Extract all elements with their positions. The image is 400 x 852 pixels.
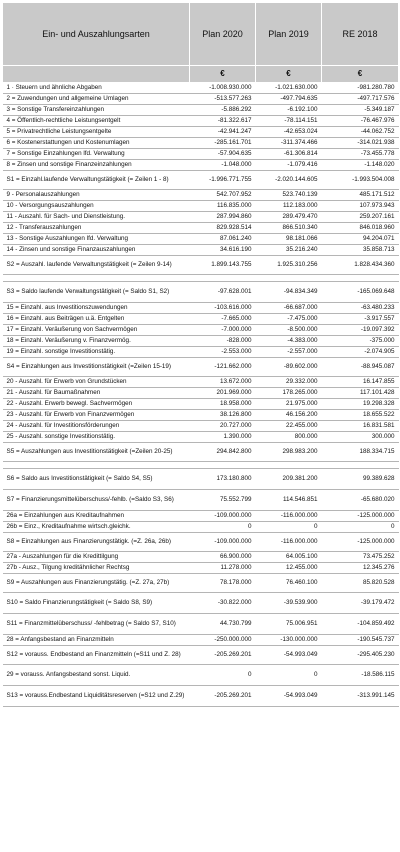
value-plan-2019: 800.000 (256, 432, 322, 443)
spacer-row (3, 275, 399, 282)
value-plan-2019: 75.006.951 (256, 614, 322, 635)
value-plan-2019: 64.005.100 (256, 552, 322, 563)
row-label: 27b - Ausz., Tilgung kreditähnlicher Rechtsg (3, 563, 190, 574)
value-plan-2019: -78.114.151 (256, 116, 322, 127)
table-row (3, 245, 399, 256)
row-label: 17 = Einzahl. Veräußerung von Sachvermögen (3, 325, 190, 336)
row-label: 24 - Auszahl. für Investitionsförderungen (3, 421, 190, 432)
value-plan-2020: -42.941.247 (190, 127, 256, 138)
row-label (3, 275, 190, 282)
row-label: 10 - Versorgungsauszahlungen (3, 201, 190, 212)
value-re-2018: -18.586.115 (322, 665, 399, 686)
value-re-2018: 12.345.276 (322, 563, 399, 574)
table-row (3, 574, 399, 593)
value-plan-2020: 201.969.000 (190, 388, 256, 399)
row-label: S4 = Einzahlungen aus Investitionstätigkeit (=Zeilen 15-19) (3, 358, 190, 377)
value-re-2018: -19.097.392 (322, 325, 399, 336)
value-re-2018: -88.945.087 (322, 358, 399, 377)
value-re-2018: -375.000 (322, 336, 399, 347)
row-label: S2 = Auszahl. laufende Verwaltungstätigkeit (= Zeilen 9-14) (3, 256, 190, 275)
value-plan-2020: -205.269.201 (190, 686, 256, 707)
value-plan-2020: -7.000.000 (190, 325, 256, 336)
value-plan-2020: 87.061.240 (190, 234, 256, 245)
value-plan-2020: -828.000 (190, 336, 256, 347)
value-plan-2020: 38.126.800 (190, 410, 256, 421)
finance-plan-page (0, 2, 400, 852)
row-label: 28 = Anfangsbestand an Finanzmitteln (3, 635, 190, 646)
value-plan-2019: -1.021.630.000 (256, 83, 322, 94)
value-plan-2019: 298.983.200 (256, 443, 322, 462)
row-label: 3 = Sonstige Transfereinzahlungen (3, 105, 190, 116)
value-plan-2019: 114.546.851 (256, 490, 322, 511)
value-plan-2019: 209.381.200 (256, 469, 322, 490)
table-row (3, 83, 399, 94)
value-plan-2020: -1.008.930.000 (190, 83, 256, 94)
value-re-2018: 1.828.434.360 (322, 256, 399, 275)
value-plan-2020: 294.842.800 (190, 443, 256, 462)
value-plan-2020: -81.322.617 (190, 116, 256, 127)
table-row (3, 646, 399, 665)
value-re-2018: 94.204.071 (322, 234, 399, 245)
value-re-2018: -2.074.905 (322, 347, 399, 358)
value-plan-2019: -4.383.000 (256, 336, 322, 347)
value-plan-2020: 829.928.514 (190, 223, 256, 234)
value-plan-2019: 76.460.100 (256, 574, 322, 593)
value-re-2018: -44.062.752 (322, 127, 399, 138)
header-plan-2019: Plan 2019 (256, 3, 322, 66)
value-plan-2019: -1.079.416 (256, 160, 322, 171)
row-label: S9 = Auszahlungen aus Finanzierungstätig. (=Z. 27a, 27b) (3, 574, 190, 593)
row-label: 6 = Kostenerstattungen und Kostenumlagen (3, 138, 190, 149)
value-plan-2020 (190, 462, 256, 469)
table-row (3, 94, 399, 105)
row-label: S12 = vorauss. Endbestand an Finanzmitteln (=S11 und Z. 28) (3, 646, 190, 665)
value-plan-2019: 289.479.470 (256, 212, 322, 223)
row-label (3, 462, 190, 469)
row-label: 2 = Zuwendungen und allgemeine Umlagen (3, 94, 190, 105)
table-row (3, 138, 399, 149)
value-plan-2020: -1.996.771.755 (190, 171, 256, 190)
row-label: S10 = Saldo Finanzierungstätigkeit (= Saldo S8, S9) (3, 593, 190, 614)
row-label: 15 = Einzahl. aus Investitionszuwendungen (3, 303, 190, 314)
value-re-2018: -981.280.780 (322, 83, 399, 94)
value-plan-2019: -39.539.900 (256, 593, 322, 614)
table-row (3, 421, 399, 432)
value-re-2018: -497.717.576 (322, 94, 399, 105)
value-re-2018: 300.000 (322, 432, 399, 443)
value-plan-2020: -250.000.000 (190, 635, 256, 646)
table-row (3, 686, 399, 707)
value-plan-2020: -57.904.635 (190, 149, 256, 160)
row-label: 20 - Auszahl. für Erwerb von Grundstücken (3, 377, 190, 388)
row-label: S1 = Einzahl.laufende Verwaltungstätigkeit (= Zeilen 1 - 8) (3, 171, 190, 190)
table-row (3, 160, 399, 171)
value-plan-2019: -6.192.100 (256, 105, 322, 116)
spacer-row (3, 462, 399, 469)
table-row (3, 303, 399, 314)
table-row (3, 190, 399, 201)
value-plan-2020: 78.178.000 (190, 574, 256, 593)
value-plan-2019: -61.306.814 (256, 149, 322, 160)
value-plan-2020: 44.730.799 (190, 614, 256, 635)
table-row (3, 552, 399, 563)
value-plan-2020: 1.390.000 (190, 432, 256, 443)
value-plan-2020: 20.727.000 (190, 421, 256, 432)
value-plan-2020: 66.900.000 (190, 552, 256, 563)
value-re-2018: -295.405.230 (322, 646, 399, 665)
value-plan-2019: -54.993.049 (256, 646, 322, 665)
value-plan-2020: -205.269.201 (190, 646, 256, 665)
value-re-2018: -63.480.233 (322, 303, 399, 314)
table-row (3, 314, 399, 325)
value-plan-2020: -7.665.000 (190, 314, 256, 325)
unit-re-2018: € (322, 66, 399, 83)
row-label: 21 - Auszahl. für Baumaßnahmen (3, 388, 190, 399)
row-label: 26b = Einz., Kreditaufnahme wirtsch.gleichk. (3, 522, 190, 533)
value-plan-2019: -311.374.466 (256, 138, 322, 149)
value-plan-2020: -285.161.701 (190, 138, 256, 149)
value-plan-2019: -497.794.635 (256, 94, 322, 105)
value-re-2018 (322, 275, 399, 282)
value-plan-2019: -116.000.000 (256, 511, 322, 522)
table-row (3, 282, 399, 303)
header-plan-2020: Plan 2020 (190, 3, 256, 66)
table-row (3, 563, 399, 574)
table-row (3, 116, 399, 127)
table-row (3, 325, 399, 336)
table-row (3, 665, 399, 686)
value-re-2018: 73.475.252 (322, 552, 399, 563)
value-re-2018: 846.018.960 (322, 223, 399, 234)
value-plan-2020: 0 (190, 665, 256, 686)
value-plan-2019: 29.332.000 (256, 377, 322, 388)
value-plan-2020: -1.048.000 (190, 160, 256, 171)
header-re-2018: RE 2018 (322, 3, 399, 66)
value-re-2018: -125.000.000 (322, 511, 399, 522)
value-re-2018: -125.000.000 (322, 533, 399, 552)
row-label: 16 = Einzahl. aus Beiträgen u.ä. Entgelten (3, 314, 190, 325)
value-plan-2020: 116.835.000 (190, 201, 256, 212)
value-re-2018: 85.820.528 (322, 574, 399, 593)
value-re-2018: -5.349.187 (322, 105, 399, 116)
table-row (3, 533, 399, 552)
value-re-2018 (322, 462, 399, 469)
value-re-2018: -165.069.648 (322, 282, 399, 303)
value-plan-2019: -8.500.000 (256, 325, 322, 336)
value-plan-2019: -7.475.000 (256, 314, 322, 325)
value-plan-2020: -103.616.000 (190, 303, 256, 314)
row-label: S7 = Finanzierungsmittelüberschuss/-fehlb. (=Saldo S3, S6) (3, 490, 190, 511)
value-plan-2020: 18.958.000 (190, 399, 256, 410)
table-row (3, 469, 399, 490)
table-row (3, 522, 399, 533)
value-re-2018: -76.467.976 (322, 116, 399, 127)
value-plan-2019: 178.265.000 (256, 388, 322, 399)
table-row (3, 593, 399, 614)
row-label: 18 = Einzahl. Veräußerung v. Finanzvermög. (3, 336, 190, 347)
value-plan-2020 (190, 275, 256, 282)
value-plan-2020: -30.822.000 (190, 593, 256, 614)
value-plan-2019: -2.557.000 (256, 347, 322, 358)
row-label: 11 - Auszahl. für Sach- und Dienstleistung. (3, 212, 190, 223)
value-re-2018: -73.455.778 (322, 149, 399, 160)
header-category: Ein- und Auszahlungsarten (3, 3, 190, 66)
value-re-2018: 485.171.512 (322, 190, 399, 201)
value-plan-2019: 35.216.240 (256, 245, 322, 256)
row-label: S13 = vorauss.Endbestand Liquiditätsreserven (=S12 und Z.29) (3, 686, 190, 707)
table-row (3, 336, 399, 347)
row-label: 13 - Sonstige Auszahlungen lfd. Verwaltung (3, 234, 190, 245)
table-row (3, 377, 399, 388)
value-plan-2020: 542.707.952 (190, 190, 256, 201)
table-row (3, 614, 399, 635)
row-label: 9 - Personalauszahlungen (3, 190, 190, 201)
value-plan-2019: 112.183.000 (256, 201, 322, 212)
table-row (3, 388, 399, 399)
value-plan-2020: -513.577.263 (190, 94, 256, 105)
value-re-2018: 0 (322, 522, 399, 533)
row-label: S8 = Einzahlungen aus Finanzierungstätigk. (=Z. 26a, 26b) (3, 533, 190, 552)
row-label: 26a = Einzahlungen aus Kreditaufnahmen (3, 511, 190, 522)
value-re-2018: 35.858.713 (322, 245, 399, 256)
unit-label (3, 66, 190, 83)
value-re-2018: 259.207.161 (322, 212, 399, 223)
row-label: 5 = Privatrechtliche Leistungsentgelte (3, 127, 190, 138)
value-plan-2019: 0 (256, 665, 322, 686)
row-label: S11 = Finanzmittelüberschuss/ -fehlbetrag (= Saldo S7, S10) (3, 614, 190, 635)
value-plan-2019: 12.455.000 (256, 563, 322, 574)
value-re-2018: -39.179.472 (322, 593, 399, 614)
value-re-2018: 117.101.428 (322, 388, 399, 399)
row-label: 12 - Transferauszahlungen (3, 223, 190, 234)
value-plan-2019: 98.181.066 (256, 234, 322, 245)
table-body (3, 83, 399, 707)
row-label: 29 = vorauss. Anfangsbestand sonst. Liquid. (3, 665, 190, 686)
row-label: S3 = Saldo laufende Verwaltungstätigkeit (= Saldo S1, S2) (3, 282, 190, 303)
value-plan-2020: -5.886.292 (190, 105, 256, 116)
value-re-2018: -104.859.492 (322, 614, 399, 635)
table-row (3, 635, 399, 646)
row-label: 27a - Auszahlungen für die Kredittilgung (3, 552, 190, 563)
table-row (3, 490, 399, 511)
value-plan-2019 (256, 275, 322, 282)
value-re-2018: -190.545.737 (322, 635, 399, 646)
table-row (3, 410, 399, 421)
value-plan-2019: 1.925.310.256 (256, 256, 322, 275)
value-re-2018: 19.298.328 (322, 399, 399, 410)
value-plan-2020: -121.662.000 (190, 358, 256, 377)
value-plan-2020: 11.278.000 (190, 563, 256, 574)
table-row (3, 223, 399, 234)
table-row (3, 234, 399, 245)
value-plan-2020: -97.628.001 (190, 282, 256, 303)
row-label: 7 = Sonstige Einzahlungen lfd. Verwaltung (3, 149, 190, 160)
value-re-2018: 16.147.855 (322, 377, 399, 388)
value-re-2018: -1.993.504.008 (322, 171, 399, 190)
row-label: 14 - Zinsen und sonstige Finanzauszahlungen (3, 245, 190, 256)
value-plan-2019: 21.975.000 (256, 399, 322, 410)
value-plan-2020: 1.899.143.755 (190, 256, 256, 275)
row-label: S6 = Saldo aus Investitionstätigkeit (= Saldo S4, S5) (3, 469, 190, 490)
value-plan-2020: 13.672.000 (190, 377, 256, 388)
table-row (3, 256, 399, 275)
table-row (3, 105, 399, 116)
value-re-2018: -1.148.020 (322, 160, 399, 171)
value-plan-2019: -54.993.049 (256, 686, 322, 707)
value-re-2018: -3.917.557 (322, 314, 399, 325)
value-plan-2019: -94.834.349 (256, 282, 322, 303)
row-label: 25 - Auszahl. sonstige Investitionstätig. (3, 432, 190, 443)
value-plan-2019: -116.000.000 (256, 533, 322, 552)
value-re-2018: -313.991.145 (322, 686, 399, 707)
value-plan-2019: -42.653.024 (256, 127, 322, 138)
row-label: S5 = Auszahlungen aus Investitionstätigkeit (=Zeilen 20-25) (3, 443, 190, 462)
value-plan-2019: -66.687.000 (256, 303, 322, 314)
value-re-2018: -65.680.020 (322, 490, 399, 511)
table-row (3, 443, 399, 462)
value-re-2018: 16.831.581 (322, 421, 399, 432)
value-re-2018: -314.021.938 (322, 138, 399, 149)
unit-plan-2019: € (256, 66, 322, 83)
table-row (3, 347, 399, 358)
value-re-2018: 99.389.628 (322, 469, 399, 490)
value-plan-2019: 866.510.340 (256, 223, 322, 234)
value-plan-2020: 287.994.860 (190, 212, 256, 223)
table-row (3, 201, 399, 212)
value-plan-2020: 75.552.799 (190, 490, 256, 511)
row-label: 4 = Öffentlich-rechtliche Leistungsentgelt (3, 116, 190, 127)
row-label: 22 - Auszahl. Erwerb bewegl. Sachvermögen (3, 399, 190, 410)
value-plan-2019: 523.740.139 (256, 190, 322, 201)
table-row (3, 127, 399, 138)
row-label: 19 = Einzahl. sonstige Investitionstätig. (3, 347, 190, 358)
table-header (3, 3, 399, 83)
value-plan-2019: -2.020.144.605 (256, 171, 322, 190)
table-row (3, 212, 399, 223)
table-row (3, 171, 399, 190)
value-re-2018: 107.973.943 (322, 201, 399, 212)
value-plan-2020: 34.616.190 (190, 245, 256, 256)
table-row (3, 149, 399, 160)
value-plan-2020: -109.000.000 (190, 533, 256, 552)
row-label: 23 - Auszahl. für Erwerb von Finanzvermögen (3, 410, 190, 421)
table-row (3, 432, 399, 443)
value-plan-2019: 46.156.200 (256, 410, 322, 421)
value-plan-2020: 173.180.800 (190, 469, 256, 490)
row-label: 8 = Zinsen und sonstige Finanzeinzahlungen (3, 160, 190, 171)
value-plan-2019: -89.602.000 (256, 358, 322, 377)
value-plan-2019 (256, 462, 322, 469)
value-plan-2019: -130.000.000 (256, 635, 322, 646)
value-re-2018: 18.655.522 (322, 410, 399, 421)
table-row (3, 358, 399, 377)
row-label: 1 · Steuern und ähnliche Abgaben (3, 83, 190, 94)
table-row (3, 399, 399, 410)
table-row (3, 511, 399, 522)
value-plan-2020: -109.000.000 (190, 511, 256, 522)
value-plan-2019: 0 (256, 522, 322, 533)
value-plan-2020: -2.553.000 (190, 347, 256, 358)
unit-plan-2020: € (190, 66, 256, 83)
value-plan-2020: 0 (190, 522, 256, 533)
value-re-2018: 188.334.715 (322, 443, 399, 462)
cashflow-table (2, 2, 399, 707)
value-plan-2019: 22.455.000 (256, 421, 322, 432)
